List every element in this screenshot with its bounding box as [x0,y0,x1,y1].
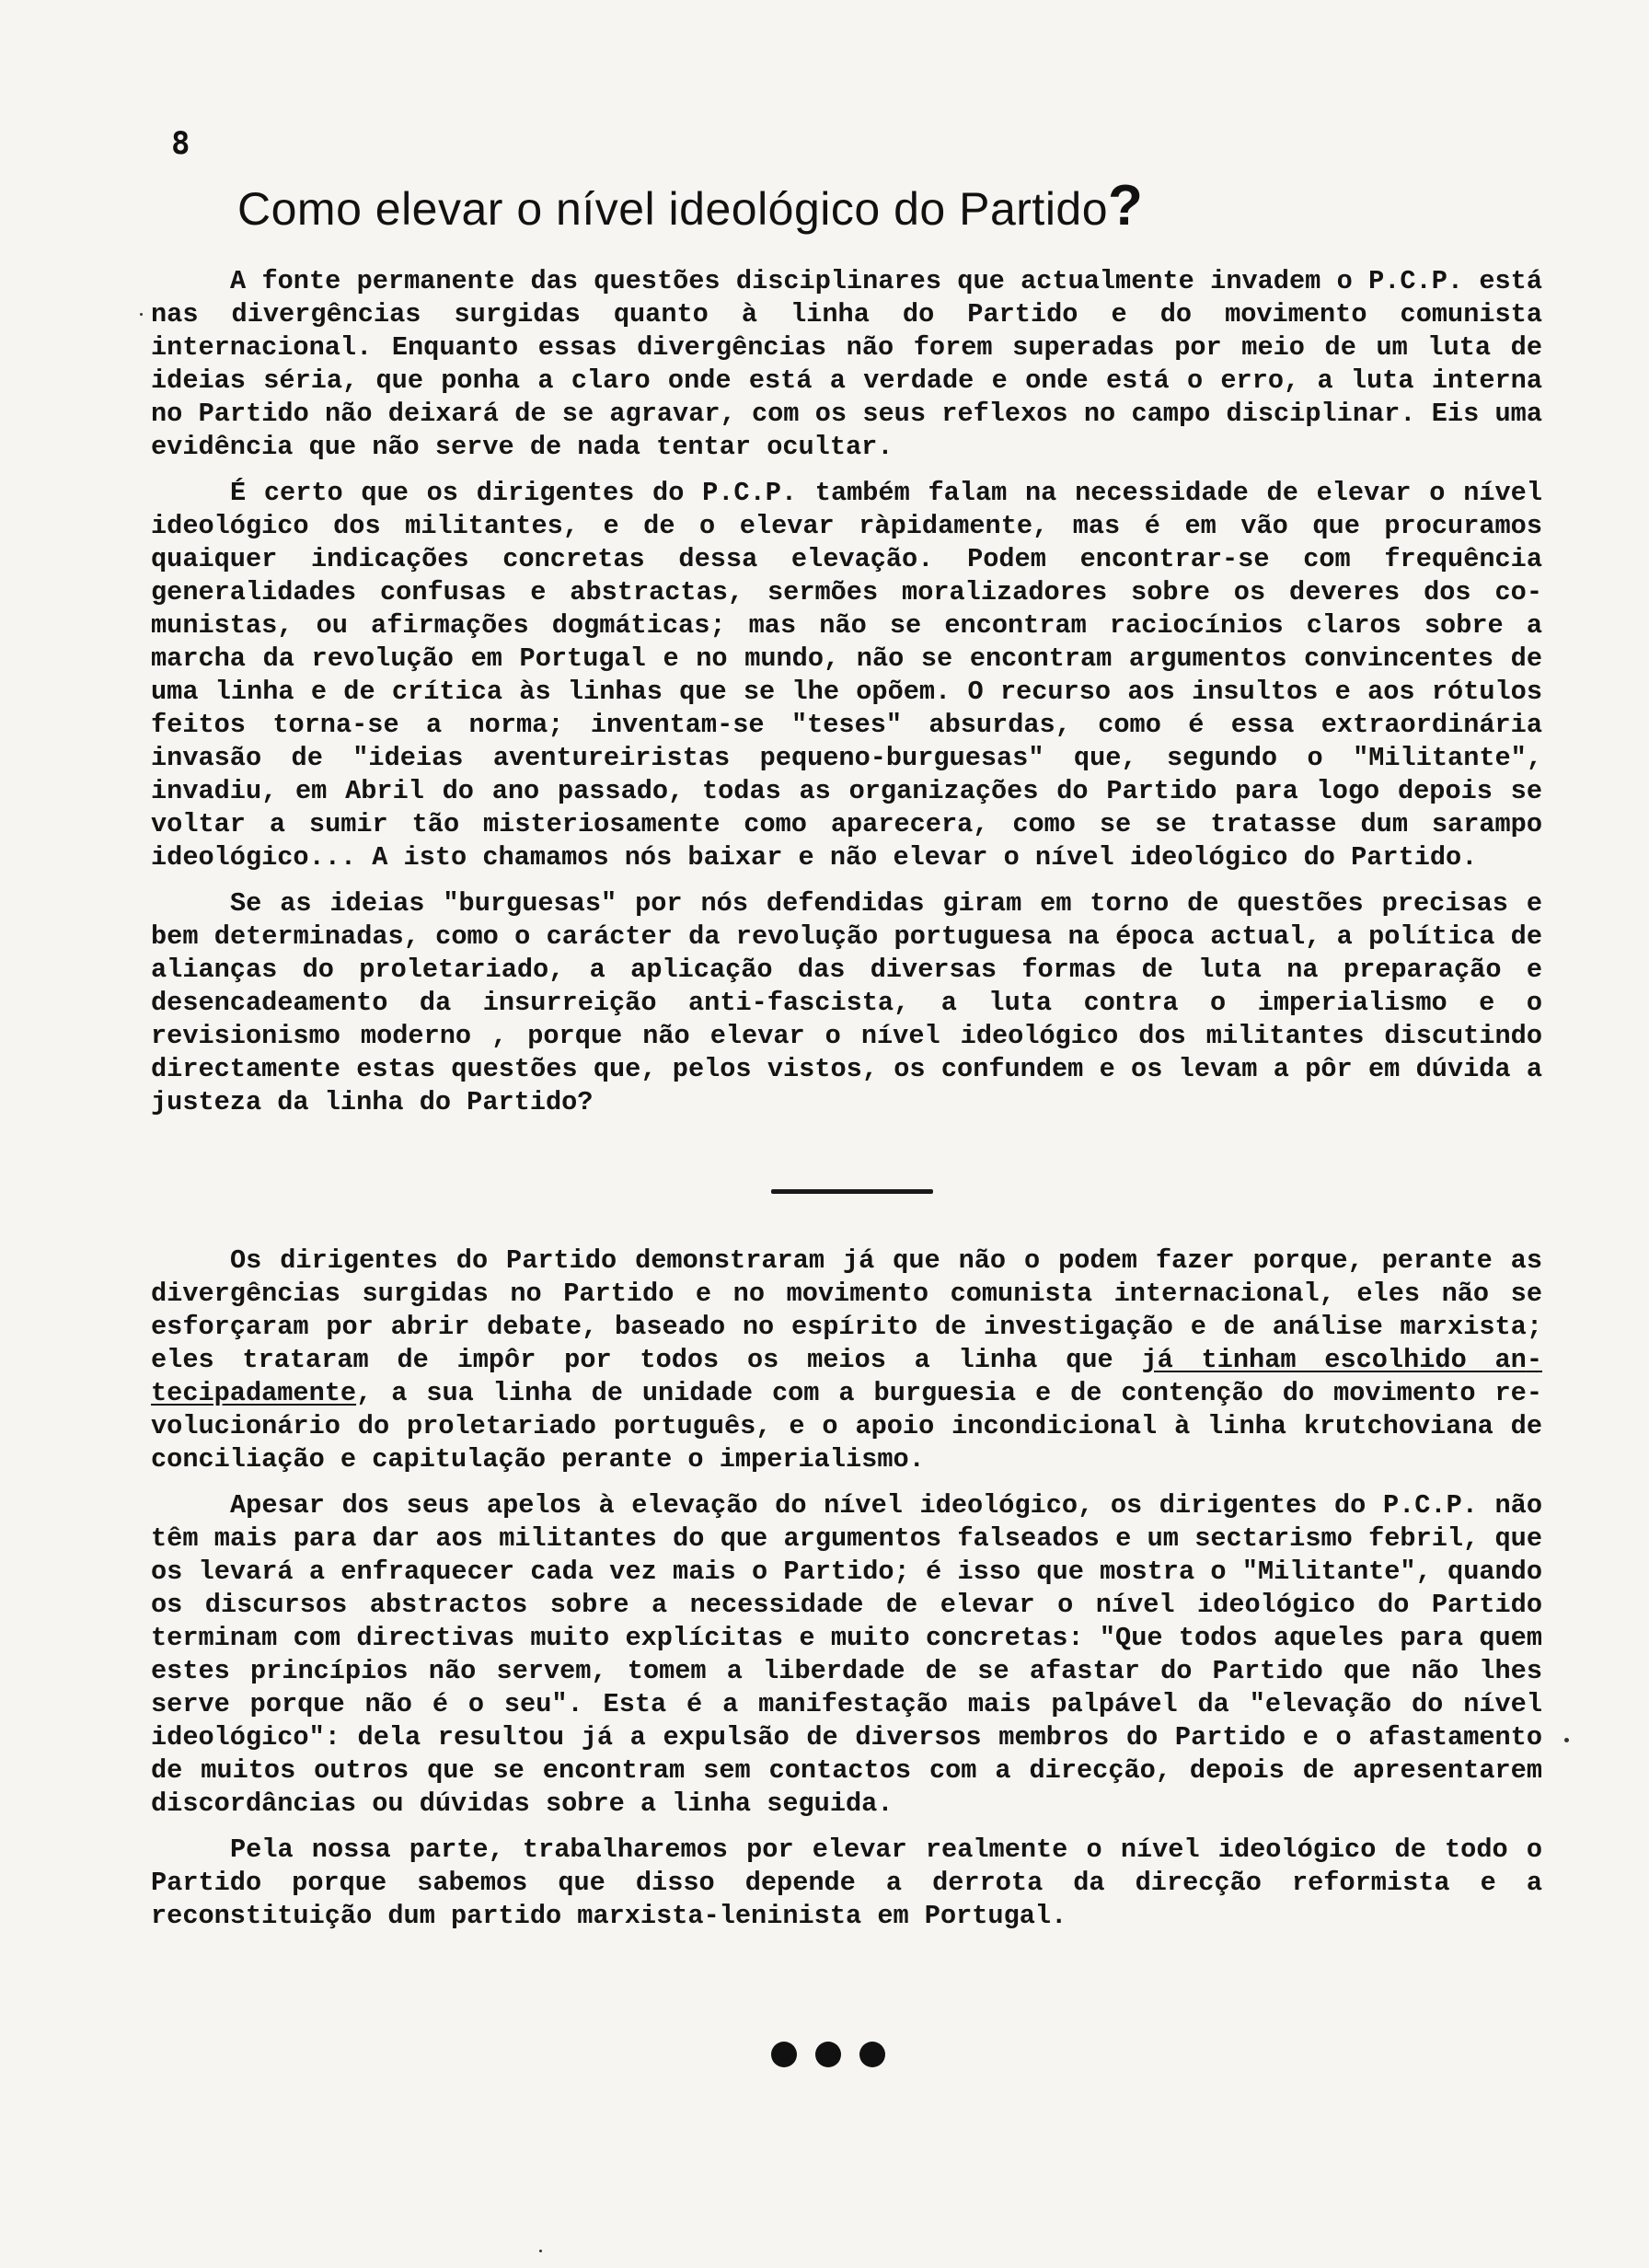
paragraph-3: Se as ideias "burguesas" por nós defendidas giram em torno de questões precisas e bem determinadas, como o carácter da revolução portuguesa na época actual, a política de alianças do proletariado, a aplicação das diversas formas de luta na preparação e desencadeamento da insurreição anti-fascista, a luta contra o imperialismo e o revisionismo moderno , porque não elevar o nível ideológico dos militantes discutindo directamente estas questões que, pelos vistos, os confundem e os levam a pôr em dúvida a justeza da linha do Partido? [151,888,1542,1117]
closing-ornament [771,2042,885,2067]
paragraph-4-end: , a sua linha de unidade com a burguesia e de contenção do movimento revolucionário do proletariado português, e o apoio incondicional à linha krutchoviana de conciliação e capitulação perante o imperialismo. [151,1378,1542,1475]
title-question-mark: ? [1108,174,1144,237]
section-a [151,265,1542,1132]
print-speck [539,2250,542,2252]
paragraph-5: Apesar dos seus apelos à elevação do nível ideológico, os dirigentes do P.C.P. não têm mais para dar aos militantes do que argumentos falseados e um sectarismo febril, que os levará a enfraquecer cada vez mais o Partido; é isso que mostra o "Militante", quando os discursos abstractos sobre a necessidade de elevar o nível ideológico do Partido terminam com directivas muito explícitas e muito concretas: "Que todos aqueles para quem estes princípios não servem, tomem a liberdade de se afastar do Partido que não lhes serve porque não é o seu". Esta é a manifestação mais palpável da "elevação do nível ideológico": dela resultou já a expulsão de diversos membros do Partido e o afastamento de muitos outros que se encontram sem contactos com a direcção, depois de apresentarem discordâncias ou dúvidas sobre a linha seguida. [151,1490,1542,1819]
section-b [151,1244,1542,1946]
paragraph-1: A fonte permanente das questões disciplinares que actualmente invadem o P.C.P. está nas divergências surgidas quanto à linha do Partido e do movimento comunista internacional. Enquanto essas divergências não forem superadas por meio de um luta de ideias séria, que ponha a claro onde está a verdade e onde está o erro, a luta interna no Partido não deixará de se agravar, com os seus reflexos no campo disciplinar. Eis uma evidência que não serve de nada tentar ocultar. [151,266,1542,462]
paragraph-4-start: Os dirigentes do Partido demonstraram já que não o podem fazer porque, perante as divergências surgidas no Partido e no movimento comunista internacional, eles não se esforçaram por abrir debate, baseado no espírito de investigação e de análise marxista; eles trataram de impôr por todos os meios a linha que [151,1245,1542,1375]
paragraph-4-underlined: já tinham escolhido antecipadamente [151,1345,1542,1408]
paragraph-2: É certo que os dirigentes do P.C.P. também falam na necessidade de elevar o nível ideológico dos militantes, e de o elevar ràpidamente, mas é em vão que procuramos quaiquer indicações concretas dessa elevação. Podem encontrar-se com frequência generalidades confusas e abstractas, sermões moralizadores sobre os deveres dos comunistas, ou afirmações dogmáticas; mas não se encontram raciocínios claros sobre a marcha da revolução em Portugal e no mundo, não se encontram argumentos convincentes de uma linha e de crítica às linhas que se lhe opõem. O recurso aos insultos e aos rótulos feitos torna-se a norma; inventam-se "teses" absurdas, como é essa extraordinária invasão de "ideias aventureiristas pequeno-burguesas" que, segundo o "Militante", invadiu, em Abril do ano passado, todas as organizações do Partido para logo depois se voltar a sumir tão misteriosamente como aparecera, como se se tratasse dum sarampo ideológico... A isto chamamos nós baixar e não elevar o nível ideológico do Partido. [151,478,1542,873]
section-divider [771,1189,933,1194]
page-title [237,173,1434,238]
print-speck [140,313,143,316]
paragraph-4 [151,1244,1542,1476]
print-speck [1564,1738,1569,1742]
ornament-dot [815,2042,841,2067]
ornament-dot [771,2042,797,2067]
ornament-dot [859,2042,885,2067]
page-number: 8 [171,125,190,162]
title-text: Como elevar o nível ideológico do Partido [237,183,1109,235]
paragraph-6: Pela nossa parte, trabalharemos por elevar realmente o nível ideológico de todo o Partido porque sabemos que disso depende a derrota da direcção reformista e a reconstituição dum partido marxista-leninista em Portugal. [151,1834,1542,1931]
